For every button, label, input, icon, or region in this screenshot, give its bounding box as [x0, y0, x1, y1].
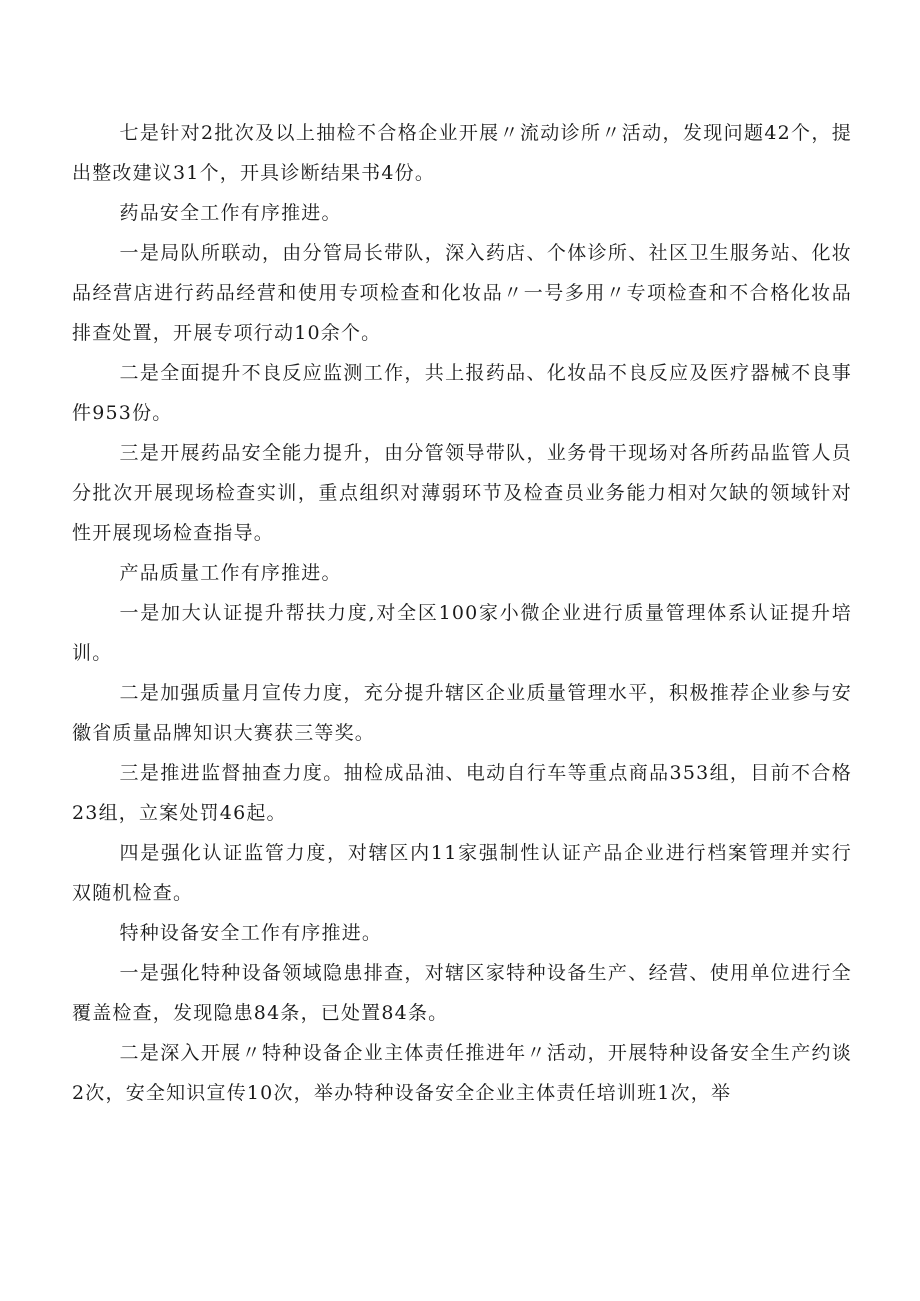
- heading-drug-safety: 药品安全工作有序推进。: [119, 202, 342, 224]
- paragraph-drug-2: 二是全面提升不良反应监测工作，共上报药品、化妆品不良反应及医疗器械不良事件953份。: [72, 362, 852, 424]
- heading-special-equipment: 特种设备安全工作有序推进。: [119, 922, 383, 944]
- heading-product-quality: 产品质量工作有序推进。: [119, 562, 342, 584]
- paragraph-quality-1: 一是加大认证提升帮扶力度,对全区100家小微企业进行质量管理体系认证提升培训。: [72, 602, 852, 664]
- paragraph-quality-4: 四是强化认证监管力度，对辖区内11家强制性认证产品企业进行档案管理并实行双随机检查。: [72, 842, 852, 904]
- paragraph-quality-2: 二是加强质量月宣传力度，充分提升辖区企业质量管理水平，积极推荐企业参与安徽省质量品牌知识大赛获三等奖。: [72, 682, 852, 744]
- document-body: [72, 113, 852, 1113]
- paragraph-equipment-1: 一是强化特种设备领域隐患排查，对辖区家特种设备生产、经营、使用单位进行全覆盖检查，发现隐患84条，已处置84条。: [72, 962, 852, 1024]
- paragraph-drug-3: 三是开展药品安全能力提升，由分管领导带队，业务骨干现场对各所药品监管人员分批次开展现场检查实训，重点组织对薄弱环节及检查员业务能力相对欠缺的领域针对性开展现场检查指导。: [72, 442, 852, 544]
- paragraph-equipment-2: 二是深入开展〃特种设备企业主体责任推进年〃活动，开展特种设备安全生产约谈2次，安全知识宣传10次，举办特种设备安全企业主体责任培训班1次，举: [72, 1042, 852, 1104]
- paragraph-drug-1: 一是局队所联动，由分管局长带队，深入药店、个体诊所、社区卫生服务站、化妆品经营店进行药品经营和使用专项检查和化妆品〃一号多用〃专项检查和不合格化妆品排查处置，开展专项行动10余个。: [72, 242, 852, 344]
- paragraph-quality-3: 三是推进监督抽查力度。抽检成品油、电动自行车等重点商品353组，目前不合格23组，立案处罚46起。: [72, 762, 852, 824]
- paragraph-qi-liudong-zhensuo: 七是针对2批次及以上抽检不合格企业开展〃流动诊所〃活动，发现问题42个，提出整改建议31个，开具诊断结果书4份。: [72, 122, 852, 184]
